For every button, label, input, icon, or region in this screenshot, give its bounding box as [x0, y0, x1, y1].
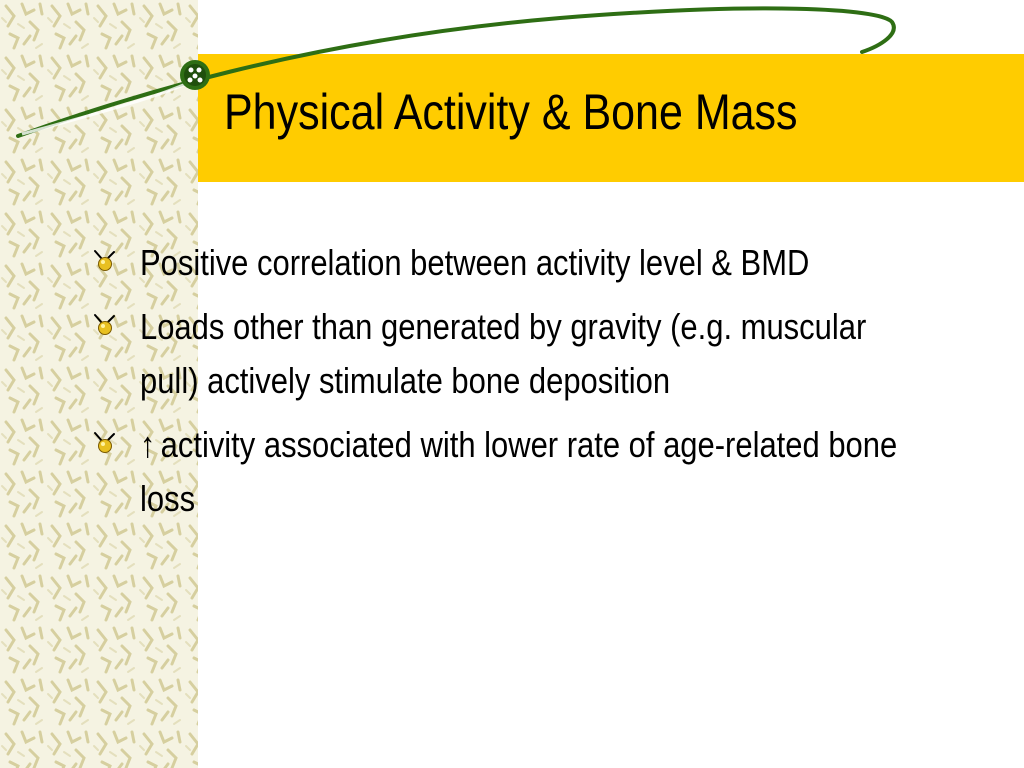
bullet-item [84, 300, 944, 408]
up-arrow-icon: ↑ [140, 424, 156, 465]
bullet-bug-icon [92, 430, 118, 456]
slide-title: Physical Activity & Bone Mass [224, 84, 798, 140]
bullet-text: Positive correlation between activity level & BMD [140, 242, 810, 283]
bullet-bug-icon [92, 312, 118, 338]
bullet-text [140, 418, 923, 526]
bullet-bug-icon [92, 248, 118, 274]
bullet-text: Loads other than generated by gravity (e.g. muscular pull) actively stimulate bone deposition [140, 306, 867, 401]
bullet-item [84, 236, 944, 290]
bullet-list [84, 236, 944, 536]
bullet-item [84, 418, 944, 526]
bullet-text-body: activity associated with lower rate of age-related bone loss [140, 424, 898, 519]
